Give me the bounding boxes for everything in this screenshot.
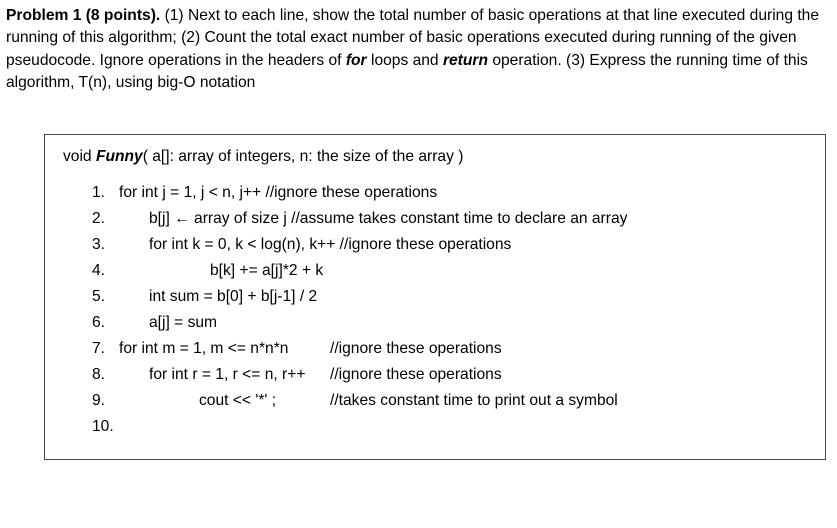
line-number: 3. — [92, 236, 106, 253]
problem-text-part3: operation. (3) Express the running time of this algorithm, T(n), using big-O notation — [6, 51, 808, 91]
signature-params: ( a[]: array of integers, n: the size of the array ) — [142, 148, 464, 165]
line-comment: //ignore these operations — [330, 340, 502, 357]
signature-prefix: void — [63, 148, 96, 165]
line-number: 2. — [92, 210, 106, 227]
line-number: 1. — [92, 184, 106, 201]
line-number: 6. — [92, 314, 106, 331]
line-number: 7. — [92, 340, 106, 357]
problem-title: Problem 1 (8 points). — [6, 7, 161, 24]
function-signature — [63, 147, 463, 167]
pseudocode-box — [44, 134, 826, 460]
problem-statement — [6, 5, 832, 94]
line-comment: //takes constant time to print out a symbol — [330, 392, 618, 409]
keyword-for: for — [345, 51, 367, 69]
line-code: cout << '*' ; — [199, 392, 277, 409]
line-number: 8. — [92, 366, 106, 383]
function-name: Funny — [95, 148, 143, 165]
line-code: int sum = b[0] + b[j-1] / 2 — [149, 288, 318, 305]
problem-text-part1: (1) Next to each line, show the total number of basic operations at that line executed during the running of this algorithm; (2) Count the total exact number of basic operations executed during running of the given pseudocode. Ignore operations in the headers of — [6, 7, 820, 69]
line-code: for int j = 1, j < n, j++ //ignore these operations — [119, 184, 438, 201]
line-number: 5. — [92, 288, 106, 305]
line-code: b[k] += a[j]*2 + k — [210, 262, 324, 279]
line-number: 9. — [92, 392, 106, 409]
line-code: for int m = 1, m <= n*n*n — [119, 340, 289, 357]
line-code: for int r = 1, r <= n, r++ — [149, 366, 306, 383]
line-code: for int k = 0, k < log(n), k++ //ignore these operations — [149, 236, 512, 253]
problem-text-part2: loops and — [366, 51, 443, 69]
line-code: b[j] ← array of size j //assume takes constant time to declare an array — [149, 210, 628, 227]
line-number: 4. — [92, 262, 106, 279]
line-number: 10. — [92, 418, 114, 435]
line-comment: //ignore these operations — [330, 366, 502, 383]
line-code: a[j] = sum — [149, 314, 218, 331]
keyword-return: return — [442, 51, 488, 69]
